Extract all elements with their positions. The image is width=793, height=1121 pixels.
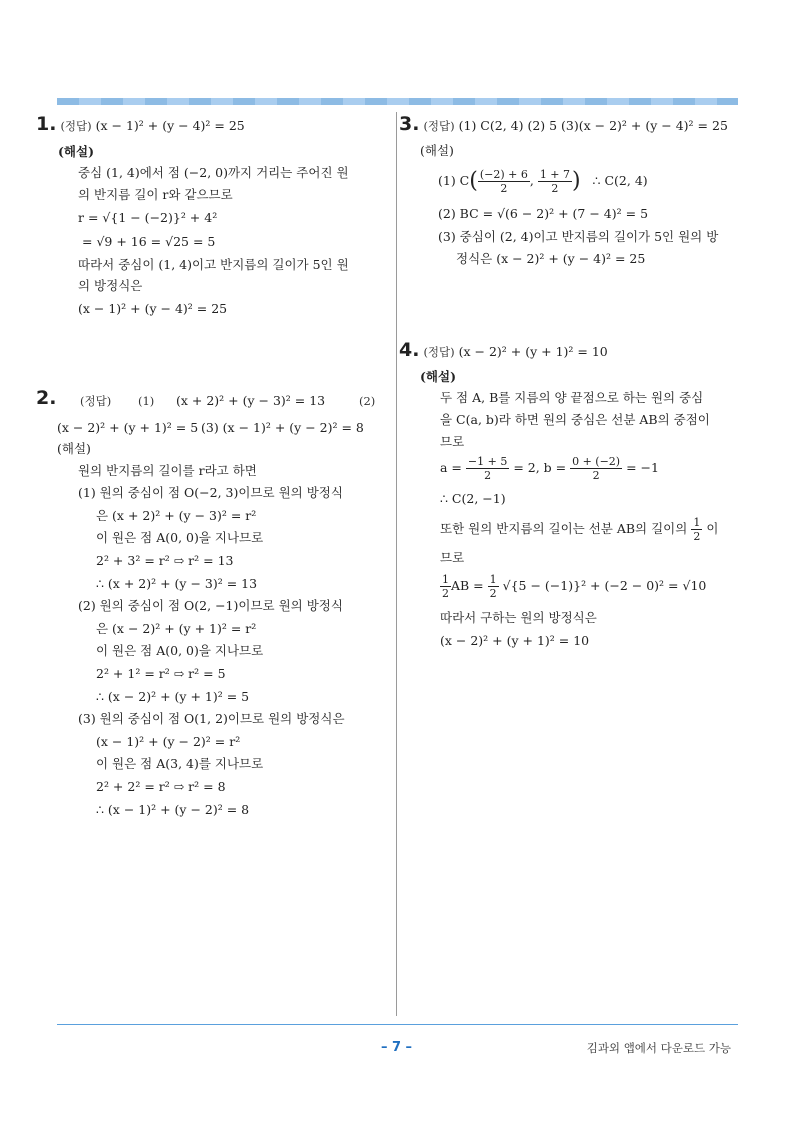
numerator: 0 + (−2) — [572, 455, 621, 468]
answer: (1) C(2, 4) (2) 5 (3)(x − 2)² + (y − 4)² = 25 — [458, 118, 728, 133]
numerator: 1 — [489, 573, 497, 586]
explanation-line: 의 방정식은 — [78, 278, 143, 293]
answer-part: (1) — [138, 394, 155, 408]
expr-text: = 2, b = — [513, 460, 567, 475]
expr-text: 또한 원의 반지름의 길이는 선분 AB의 길이의 — [440, 521, 688, 536]
answer-label: (정답) — [423, 345, 455, 359]
expr-text: √{5 − (−1)}² + (−2 − 0)² = √10 — [502, 578, 707, 593]
explanation-line: 2² + 2² = r² ⇨ r² = 8 — [96, 779, 226, 794]
column-divider — [396, 112, 397, 1016]
problem-number: 4. — [399, 339, 420, 361]
answer-label: (정답) — [60, 119, 92, 133]
explanation-line: 은 (x − 2)² + (y + 1)² = r² — [96, 621, 257, 636]
explanation-line: r = √{1 − (−2)}² + 4² — [78, 210, 218, 225]
fraction — [570, 455, 622, 482]
explanation-line: 이 원은 점 A(0, 0)을 지나므로 — [96, 643, 264, 658]
explanation-line: (1) 원의 중심이 점 O(−2, 3)이므로 원의 방정식 — [78, 485, 343, 500]
answer-label: (정답) — [423, 119, 455, 133]
footer-text: 김과외 앱에서 다운로드 가능 — [586, 1041, 731, 1055]
explanation-line: 중심 (1, 4)에서 점 (−2, 0)까지 거리는 주어진 원 — [78, 165, 349, 180]
numerator: 1 + 7 — [539, 168, 571, 181]
denominator: 2 — [442, 587, 449, 600]
answer-part: (3) (x − 1)² + (y − 2)² = 8 — [201, 420, 364, 435]
denominator: 2 — [551, 182, 559, 195]
explanation-line: (3) 원의 중심이 점 O(1, 2)이므로 원의 방정식은 — [78, 711, 345, 726]
explanation-line: 이 원은 점 A(0, 0)을 지나므로 — [96, 530, 264, 545]
answer: (x − 1)² + (y − 4)² = 25 — [95, 118, 245, 133]
explanation-line: ∴ (x − 1)² + (y − 2)² = 8 — [96, 802, 250, 817]
explanation-line-fraction — [440, 570, 706, 602]
explanation-line: 므로 — [440, 550, 465, 565]
expr-text: a = — [440, 460, 462, 475]
explanation-line: 2² + 3² = r² ⇨ r² = 13 — [96, 553, 234, 568]
numerator: 1 — [693, 516, 701, 529]
answer-label: (정답) — [80, 394, 112, 408]
explanation-label: (해설) — [58, 144, 94, 159]
explanation-line: 므로 — [440, 434, 465, 449]
problem-number: 3. — [399, 113, 420, 135]
fraction — [538, 168, 572, 195]
numerator: (−2) + 6 — [479, 168, 528, 181]
explanation-line-fraction — [440, 452, 659, 484]
explanation-line: ∴ (x + 2)² + (y − 3)² = 13 — [96, 576, 258, 591]
explanation-line: 따라서 중심이 (1, 4)이고 반지름의 길이가 5인 원 — [78, 257, 349, 272]
explanation-line: (x − 1)² + (y − 4)² = 25 — [78, 301, 228, 316]
explanation-label: (해설) — [420, 369, 456, 384]
explanation-line: 두 점 A, B를 지름의 양 끝점으로 하는 원의 중심 — [440, 390, 704, 405]
fraction — [478, 168, 530, 195]
footer-divider — [57, 1024, 738, 1025]
explanation-line-fraction — [440, 514, 718, 544]
denominator: 2 — [484, 469, 492, 482]
page-number: – 7 – — [380, 1040, 413, 1055]
problem-number: 2. — [36, 387, 57, 409]
explanation-line: ∴ (x − 2)² + (y + 1)² = 5 — [96, 689, 250, 704]
explanation-line: 정식은 (x − 2)² + (y − 4)² = 25 — [456, 251, 646, 266]
answer-part: (2) — [359, 394, 376, 408]
explanation-line: 은 (x + 2)² + (y − 3)² = r² — [96, 508, 257, 523]
explanation-line: 이 원은 점 A(3, 4)를 지나므로 — [96, 756, 264, 771]
fraction — [691, 516, 702, 543]
expr-text: = −1 — [626, 460, 659, 475]
problem-2-header — [36, 388, 56, 410]
explanation-line: (3) 중심이 (2, 4)이고 반지름의 길이가 5인 원의 방 — [438, 229, 719, 244]
answer-part: (x − 2)² + (y + 1)² = 5 — [57, 420, 199, 435]
explanation-line: (x − 1)² + (y − 2)² = r² — [96, 734, 241, 749]
answer-part: (x + 2)² + (y − 3)² = 13 — [176, 393, 326, 408]
answer: (x − 2)² + (y + 1)² = 10 — [458, 344, 608, 359]
explanation-line: (2) BC = √(6 − 2)² + (7 − 4)² = 5 — [438, 206, 649, 221]
expr-text: (1) C — [438, 173, 470, 188]
denominator: 2 — [500, 182, 508, 195]
fraction — [488, 573, 499, 600]
problem-number: 1. — [36, 113, 57, 135]
explanation-line: ∴ C(2, −1) — [440, 491, 506, 506]
denominator: 2 — [489, 587, 497, 600]
expr-text: 이 — [706, 521, 719, 536]
fraction — [440, 573, 451, 600]
denominator: 2 — [592, 469, 600, 482]
problem-4-header — [399, 340, 608, 362]
explanation-line: 을 C(a, b)라 하면 원의 중심은 선분 AB의 중점이 — [440, 412, 710, 427]
explanation-label: (해설) — [57, 441, 91, 456]
explanation-line: = √9 + 16 = √25 = 5 — [82, 234, 216, 249]
explanation-label: (해설) — [420, 143, 454, 158]
problem-3-header — [399, 114, 728, 136]
numerator: −1 + 5 — [467, 455, 508, 468]
expr-text: AB = — [451, 578, 484, 593]
explanation-line: 원의 반지름의 길이를 r라고 하면 — [78, 463, 257, 478]
explanation-line: (2) 원의 중심이 점 O(2, −1)이므로 원의 방정식 — [78, 598, 343, 613]
top-decorative-bar — [57, 98, 738, 105]
fraction — [466, 455, 509, 482]
explanation-line: (x − 2)² + (y + 1)² = 10 — [440, 633, 590, 648]
explanation-line-fraction: (1) C( $\frac{(-2) + 6}{2}$ , $\frac{1 + 7}{2}$ ) ∴ C(2, 4) — [438, 168, 648, 195]
explanation-line: 의 반지름 길이 r와 같으므로 — [78, 187, 233, 202]
explanation-line: 따라서 구하는 원의 방정식은 — [440, 610, 597, 625]
expr-text: ∴ C(2, 4) — [592, 173, 648, 188]
explanation-line: 2² + 1² = r² ⇨ r² = 5 — [96, 666, 226, 681]
problem-1-header — [36, 114, 245, 136]
numerator: 1 — [442, 573, 449, 586]
denominator: 2 — [693, 530, 701, 543]
